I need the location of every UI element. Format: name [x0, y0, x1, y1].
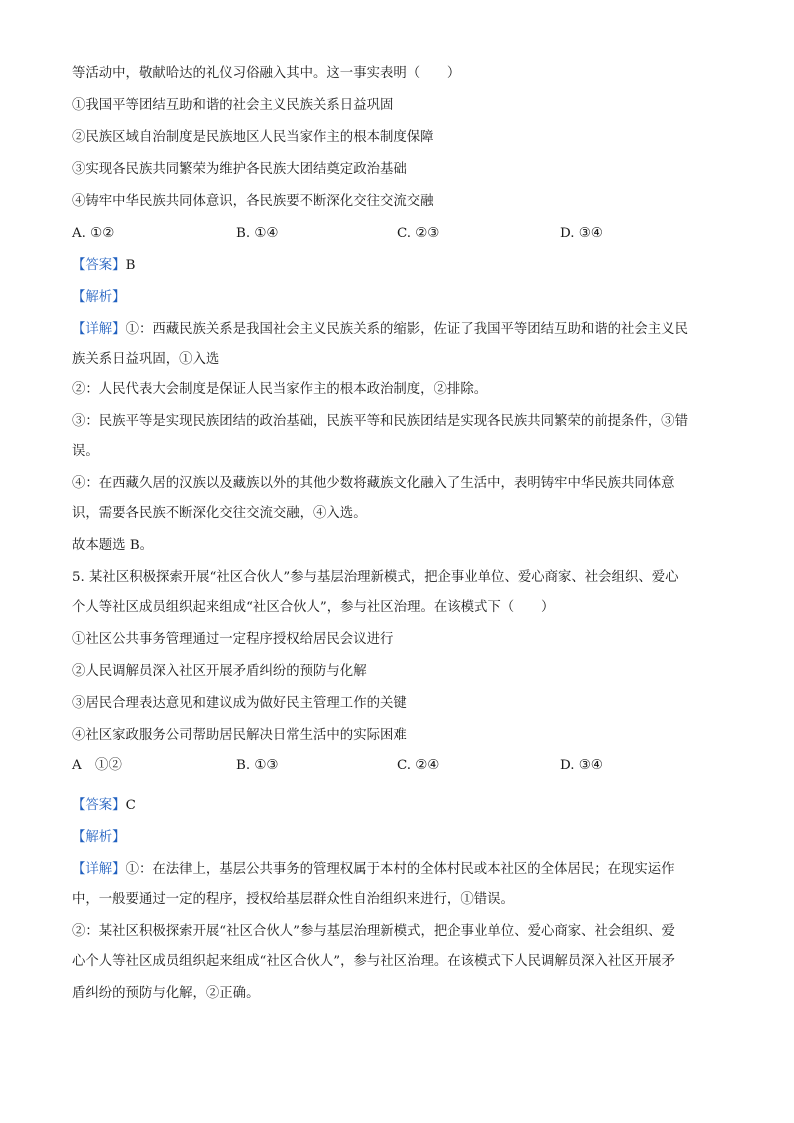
q4-conclusion: 故本题选 B。	[72, 538, 154, 553]
q4-answer-value: B	[125, 258, 136, 273]
q4-option-d: D. ③④	[560, 226, 603, 241]
q4-answer	[72, 256, 135, 276]
q5-stem-line-1: 5. 某社区积极探索开展“社区合伙人”参与基层治理新模式，把企事业单位、爱心商家、社会组织、爱心	[72, 570, 679, 585]
q4-detail-1b: 族关系日益巩固，①入选	[72, 352, 220, 367]
q5-stem-line-2: 个人等社区成员组织起来组成“社区合伙人”，参与社区治理。在该模式下（ ）	[72, 600, 555, 615]
q5-statement-1: ①社区公共事务管理通过一定程序授权给居民会议进行	[72, 632, 394, 647]
q4-statement-2: ②民族区域自治制度是民族地区人民当家作主的根本制度保障	[72, 130, 434, 145]
q4-detail-3a: ③：民族平等是实现民族团结的政治基础，民族平等和民族团结是实现各民族共同繁荣的前提条件，③错	[72, 414, 688, 429]
q4-option-a: A. ①②	[72, 226, 115, 241]
q4-stem-tail: 等活动中，敬献哈达的礼仪习俗融入其中。这一事实表明（ ）	[72, 66, 461, 81]
q4-detail-2: ②：人民代表大会制度是保证人民当家作主的根本政治制度，②排除。	[72, 382, 488, 397]
q4-detail-3b: 误。	[72, 444, 99, 459]
q5-answer-tag: 【答案】	[72, 798, 126, 813]
q5-detail-tag: 【详解】	[72, 862, 126, 877]
q5-statement-2: ②人民调解员深入社区开展矛盾纠纷的预防与化解	[72, 664, 367, 679]
q4-answer-tag: 【答案】	[72, 258, 126, 273]
q4-statement-1: ①我国平等团结互助和谐的社会主义民族关系日益巩固	[72, 98, 394, 113]
q5-answer	[72, 796, 136, 816]
q5-statement-3: ③居民合理表达意见和建议成为做好民主管理工作的关键	[72, 696, 407, 711]
q5-option-d: D. ③④	[560, 758, 603, 773]
q4-detail-4b: 识，需要各民族不断深化交往交流交融，④入选。	[72, 506, 367, 521]
q5-detail-1a: 【详解】①：在法律上，基层公共事务的管理权属于本村的全体村民或本社区的全体居民；在现实运作	[72, 862, 675, 877]
q4-analysis-tag: 【解析】	[72, 290, 126, 305]
q4-analysis-heading	[72, 288, 126, 308]
q5-analysis-heading	[72, 828, 126, 848]
q4-statement-4: ④铸牢中华民族共同体意识，各民族要不断深化交往交流交融	[72, 194, 434, 209]
q4-option-b: B. ①④	[236, 226, 279, 241]
q4-detail-1a: 【详解】①：西藏民族关系是我国社会主义民族关系的缩影，佐证了我国平等团结互助和谐的社会主义民	[72, 322, 688, 337]
q5-statement-4: ④社区家政服务公司帮助居民解决日常生活中的实际困难	[72, 728, 407, 743]
q5-detail-2a: ②：某社区积极探索开展“社区合伙人”参与基层治理新模式，把企事业单位、爱心商家、社会组织、爱	[72, 924, 675, 939]
q5-detail-1b: 中，一般要通过一定的程序，授权给基层群众性自治组织来进行，①错误。	[72, 892, 514, 907]
q4-statement-3: ③实现各民族共同繁荣为维护各民族大团结奠定政治基础	[72, 162, 407, 177]
q5-analysis-tag: 【解析】	[72, 830, 126, 845]
q5-detail-2b: 心个人等社区成员组织起来组成“社区合伙人”，参与社区治理。在该模式下人民调解员深入社区开展矛	[72, 954, 675, 969]
q4-detail-tag: 【详解】	[72, 322, 126, 337]
q4-detail-4a: ④：在西藏久居的汉族以及藏族以外的其他少数将藏族文化融入了生活中，表明铸牢中华民族共同体意	[72, 476, 675, 491]
q4-options	[72, 224, 722, 244]
q5-option-a: A ①②	[72, 758, 122, 773]
q5-detail-2c: 盾纠纷的预防与化解，②正确。	[72, 986, 260, 1001]
q4-option-c: C. ②③	[397, 226, 440, 241]
q5-option-c: C. ②④	[397, 758, 440, 773]
q5-options	[72, 756, 722, 776]
q5-option-b: B. ①③	[236, 758, 279, 773]
q5-answer-value: C	[125, 798, 136, 813]
